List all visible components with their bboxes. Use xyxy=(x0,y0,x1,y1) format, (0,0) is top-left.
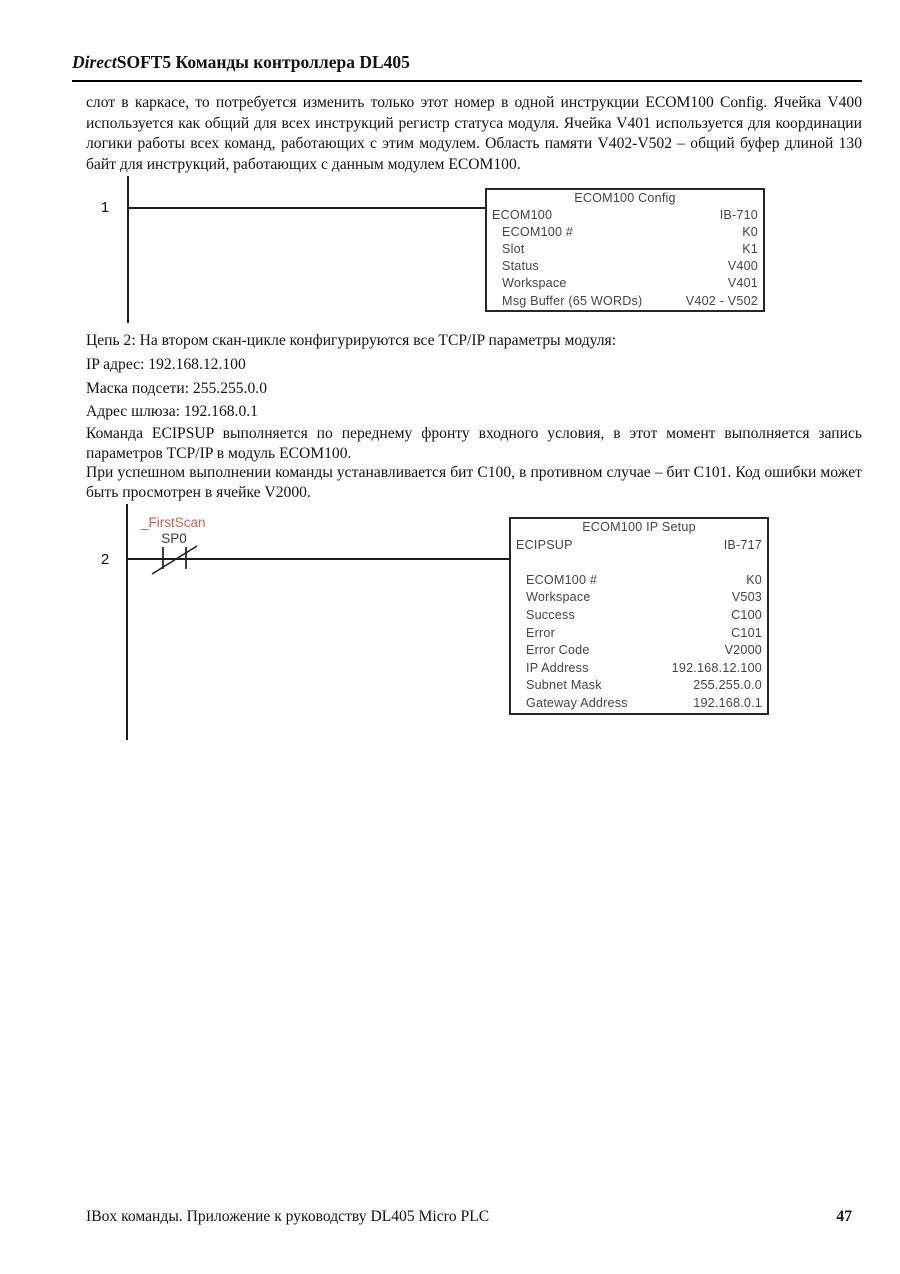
box1-row-label: Slot xyxy=(502,242,525,257)
box2-row xyxy=(516,642,762,660)
box1-row-value: V401 xyxy=(727,276,758,291)
box1-row xyxy=(492,207,758,224)
box1-row-label: ECOM100 # xyxy=(502,225,574,240)
rung2-power-rail xyxy=(126,504,128,740)
subnet-mask-line: Маска подсети: 255.255.0.0 xyxy=(86,380,267,397)
box1-row xyxy=(492,258,758,275)
box1-row-value: K1 xyxy=(742,242,758,257)
box2-row-value: 192.168.0.1 xyxy=(693,695,762,710)
box2-row-label: Success xyxy=(526,607,575,622)
box2-row xyxy=(516,589,762,607)
box1-row-value: K0 xyxy=(742,225,758,240)
box2-row xyxy=(516,677,762,695)
box2-row xyxy=(516,695,762,713)
box1-row-label: Msg Buffer (65 WORDs) xyxy=(502,293,643,308)
box2-row xyxy=(516,537,762,555)
footer-text: IBox команды. Приложение к руководству DL405 Micro PLC xyxy=(86,1208,490,1225)
ip-address-line: IP адрес: 192.168.12.100 xyxy=(86,356,246,373)
box2-row-value: K0 xyxy=(746,572,762,587)
instruction-box-ecom100-ip-setup xyxy=(509,517,769,715)
box1-row-label: ECOM100 xyxy=(492,208,553,223)
header-rule xyxy=(72,80,862,82)
contact-element-label: SP0 xyxy=(161,531,187,546)
box2-title: ECOM100 IP Setup xyxy=(582,520,696,534)
box2-row-label: Error xyxy=(526,625,555,640)
gateway-line: Адрес шлюза: 192.168.0.1 xyxy=(86,403,258,420)
intro-paragraph: слот в каркасе, то потребуется изменить только этот номер в одной инструкции ECOM100 Config. Ячейка V400 используется как общий для всех инструкций регистр статуса модуля. Ячейка V401 используется для координации логики работы всех команд, работающих с этим модулем. Область памяти V402-V502 – общий буфер длиной 130 байт для инструкций, работающих с данным модулем ECOM100. xyxy=(86,94,862,173)
box2-row xyxy=(516,625,762,643)
rung1-number: 1 xyxy=(100,199,110,216)
box2-row xyxy=(516,572,762,590)
rung2-intro-line: Цепь 2: На втором скан-цикле конфигурируются все TCP/IP параметры модуля: xyxy=(86,332,617,349)
box2-row xyxy=(516,660,762,678)
result-paragraph: При успешном выполнении команды устанавливается бит C100, в противном случае – бит C101. Код ошибки может быть просмотрен в ячейке V2000. xyxy=(86,464,862,501)
box1-row-label: Workspace xyxy=(502,276,567,291)
box2-row xyxy=(516,607,762,625)
box1-row xyxy=(492,241,758,258)
edge-contact-icon xyxy=(148,538,204,580)
box2-row-label: ECIPSUP xyxy=(516,537,573,552)
box2-row-label: IP Address xyxy=(526,660,589,675)
box2-row-label: Workspace xyxy=(526,590,591,605)
rung2-number: 2 xyxy=(100,551,110,568)
box1-row-value: IB-710 xyxy=(719,208,758,223)
page-footer xyxy=(86,1208,852,1226)
box2-row-value: C100 xyxy=(731,607,762,622)
rung1-wire xyxy=(127,207,485,209)
box2-row-label: Gateway Address xyxy=(526,695,628,710)
box1-row-label: Status xyxy=(502,259,539,274)
box1-row xyxy=(492,224,758,241)
box2-row-value: V2000 xyxy=(724,643,762,658)
ecipsup-paragraph: Команда ECIPSUP выполняется по переднему фронту входного условия, в этот момент выполняется запись параметров TCP/IP в модуль ECOM100. xyxy=(86,425,862,462)
contact-nickname: _FirstScan xyxy=(141,515,206,530)
rung1-power-rail xyxy=(127,176,129,323)
box2-spacer-row xyxy=(516,554,762,572)
box1-row xyxy=(492,293,758,310)
box1-row xyxy=(492,275,758,292)
header-brand-italic: Direct xyxy=(72,52,117,72)
instruction-box-ecom100-config xyxy=(485,188,765,312)
box1-row-value: V400 xyxy=(727,259,758,274)
page-number: 47 xyxy=(836,1208,852,1225)
box2-row-label: Subnet Mask xyxy=(526,678,602,693)
header-brand-rest: SOFT5 Команды контроллера DL405 xyxy=(116,52,410,72)
box2-row-value: 192.168.12.100 xyxy=(671,660,762,675)
box1-title: ECOM100 Config xyxy=(574,191,676,205)
box2-row-value: IB-717 xyxy=(723,537,762,552)
page-header-title xyxy=(72,52,410,73)
box1-row-value: V402 - V502 xyxy=(685,293,758,308)
box2-row-label: Error Code xyxy=(526,643,590,658)
box2-row-label: ECOM100 # xyxy=(526,572,598,587)
box2-row-value: C101 xyxy=(731,625,762,640)
box2-row-value: 255.255.0.0 xyxy=(693,678,762,693)
box2-row-value: V503 xyxy=(731,590,762,605)
